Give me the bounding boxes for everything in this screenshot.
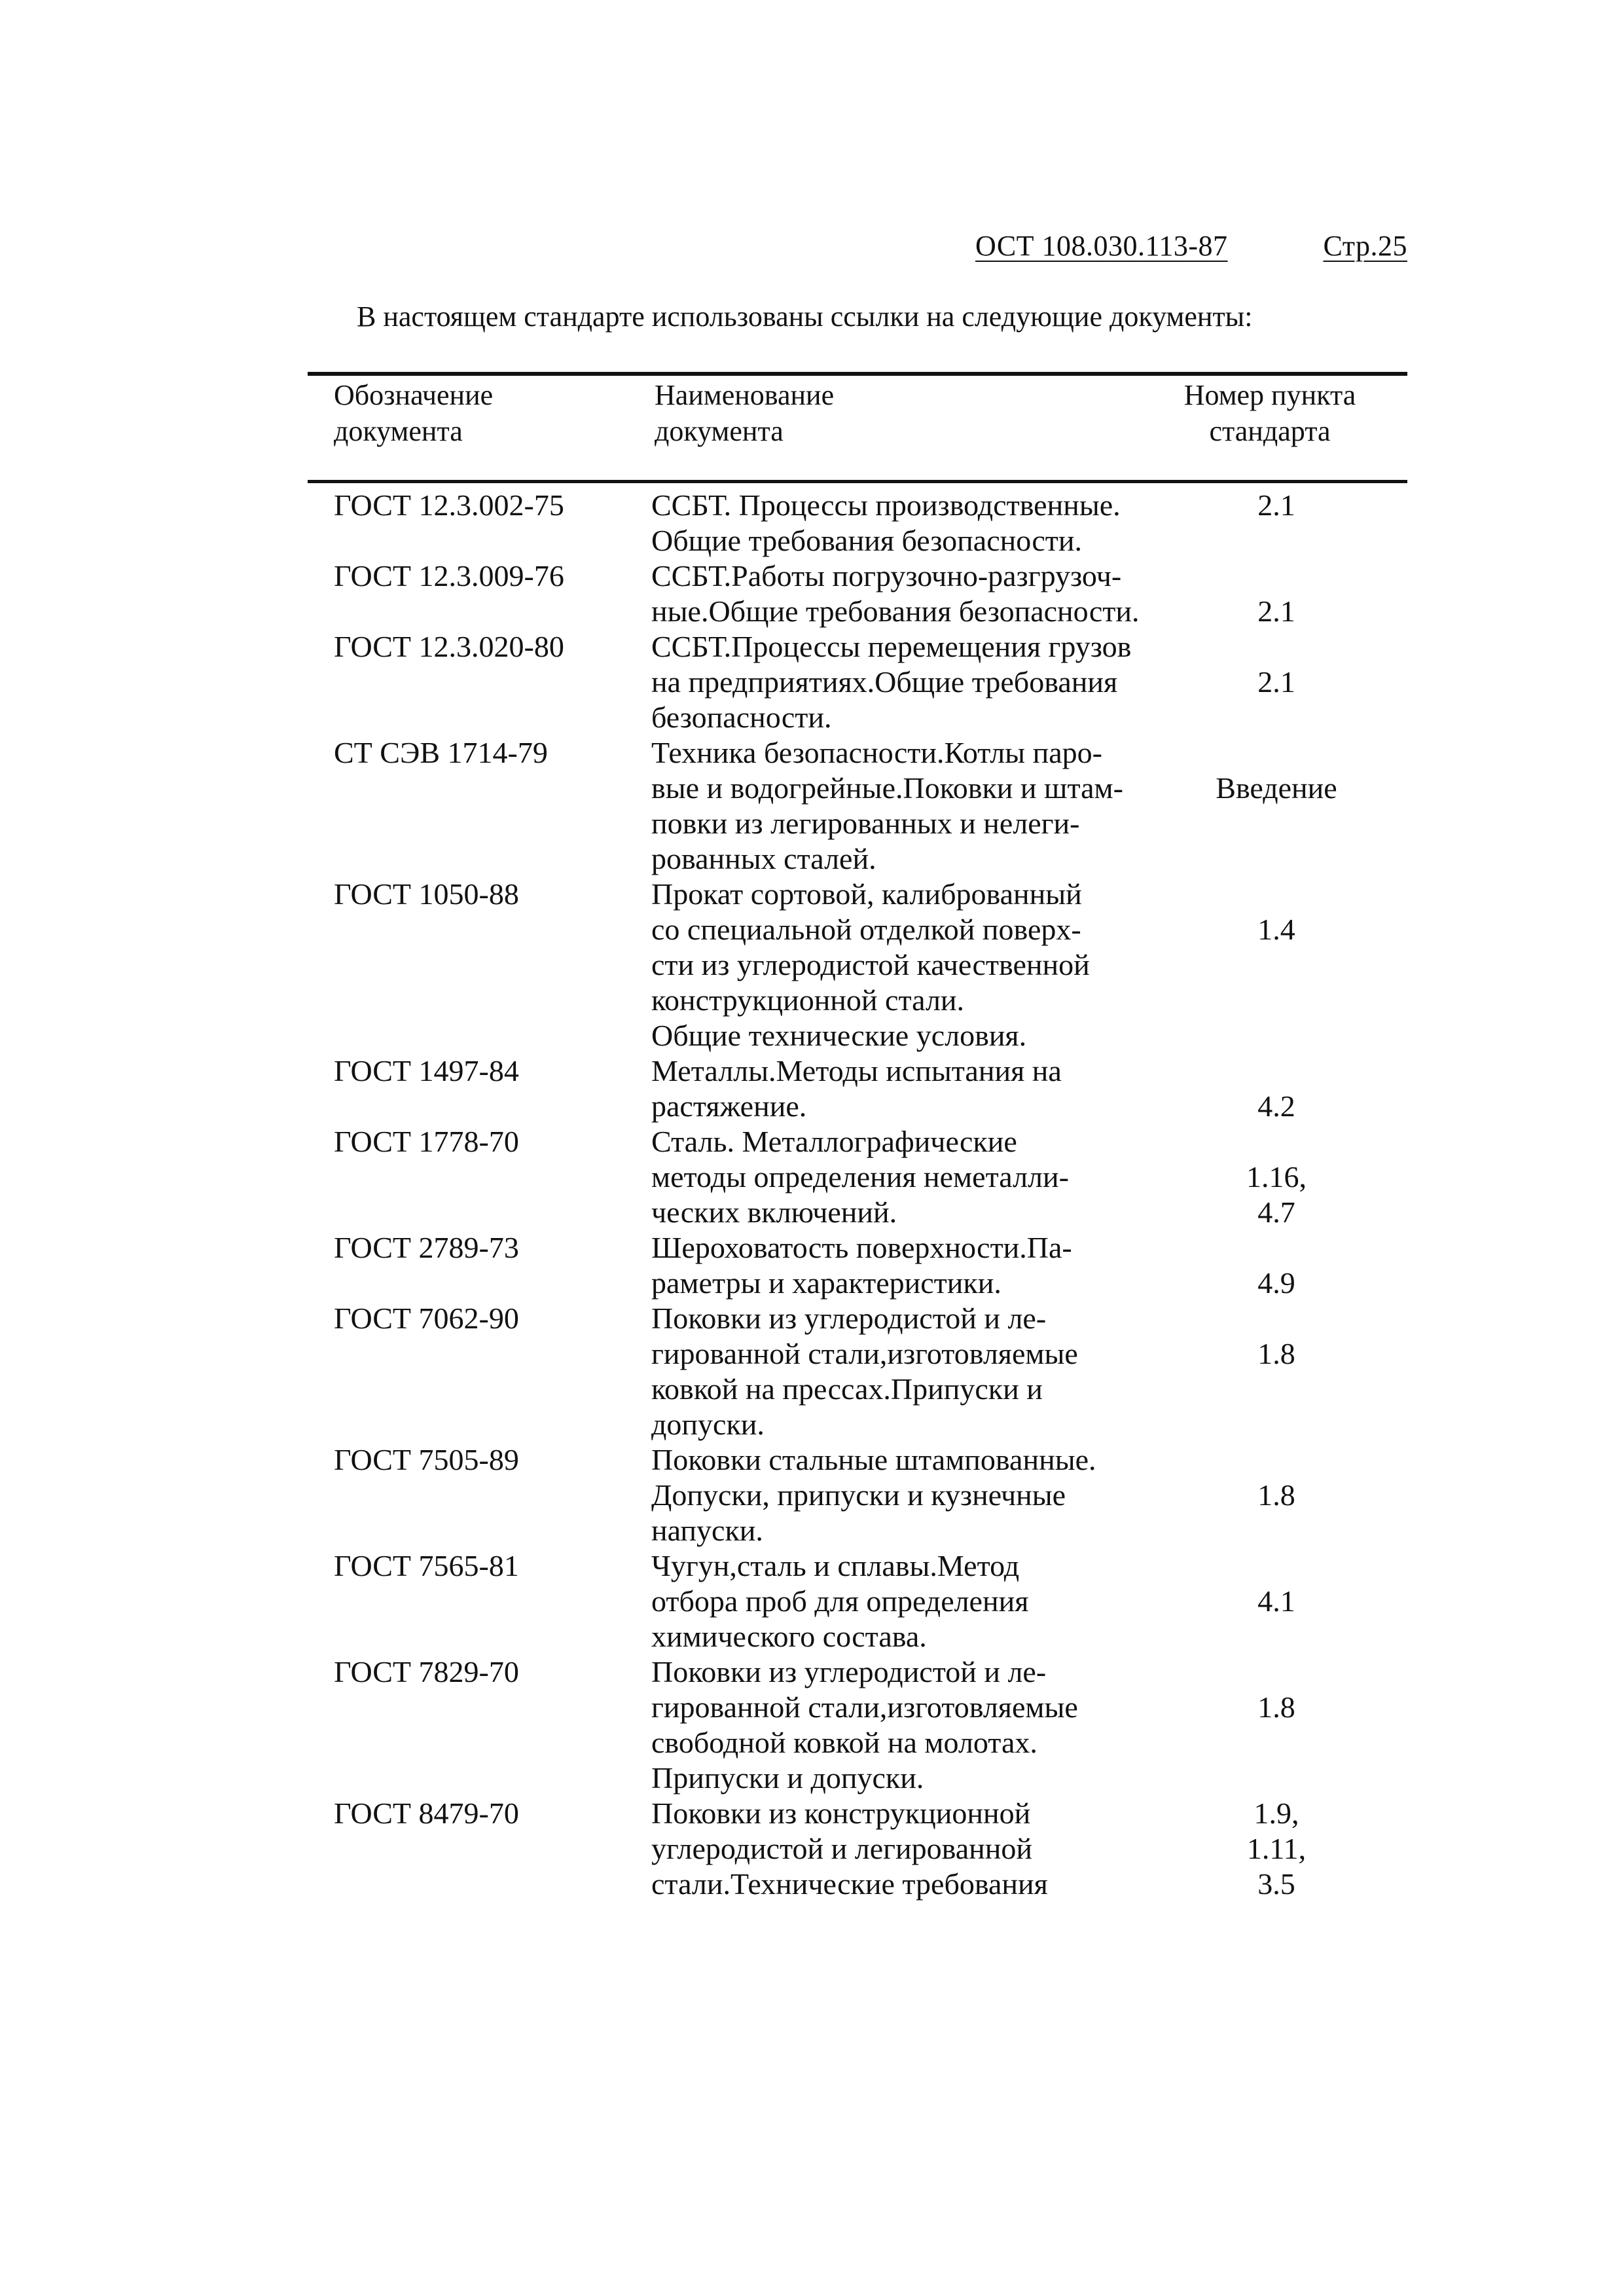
document-name-line: Металлы.Методы испытания на <box>651 1054 1062 1087</box>
table-row <box>0 629 1624 735</box>
table-row <box>0 1230 1624 1301</box>
column-header-name: Наименование документа <box>655 379 835 447</box>
clause-number-line: 1.4 <box>1257 913 1295 946</box>
document-name-line: Допуски, припуски и кузнечные <box>651 1478 1066 1512</box>
clause-number <box>1146 665 1407 700</box>
document-name <box>651 1442 1162 1548</box>
clause-number <box>1146 1584 1407 1619</box>
document-name-line: Общие технические условия. <box>651 1019 1027 1052</box>
document-name-line: ССБТ.Работы погрузочно-разгрузоч- <box>651 559 1122 592</box>
document-name-line: конструкционной стали. <box>651 983 965 1017</box>
clause-number <box>1146 488 1407 523</box>
table-row <box>0 488 1624 558</box>
document-code: ГОСТ 12.3.020-80 <box>334 630 564 663</box>
page-number: Стр.25 <box>1323 230 1407 262</box>
document-name-line: углеродистой и легированной <box>651 1832 1032 1865</box>
clause-number-line: 4.1 <box>1257 1584 1295 1618</box>
document-code: ГОСТ 7062-90 <box>334 1302 519 1335</box>
clause-number <box>1146 1336 1407 1372</box>
document-name-line: Чугун,сталь и сплавы.Метод <box>651 1549 1020 1582</box>
page-header <box>975 229 1407 268</box>
document-name <box>651 629 1162 735</box>
document-name-line: Поковки из углеродистой и ле- <box>651 1302 1047 1335</box>
clause-number-line: 4.7 <box>1257 1195 1295 1229</box>
document-code: ГОСТ 1050-88 <box>334 877 519 911</box>
document-name <box>651 1053 1162 1124</box>
document-name-line: Шероховатость поверхности.Па- <box>651 1231 1072 1264</box>
document-name <box>651 1796 1162 1902</box>
table-top-rule <box>308 372 1407 376</box>
document-code: ГОСТ 7565-81 <box>334 1549 519 1582</box>
clause-number-line: Введение <box>1216 771 1337 805</box>
document-name-line: растяжение. <box>651 1089 807 1123</box>
standard-number: ОСТ 108.030.113-87 <box>975 230 1228 262</box>
document-code: ГОСТ 2789-73 <box>334 1231 519 1264</box>
document-code: ГОСТ 1497-84 <box>334 1054 519 1087</box>
column-header-number: Номер пункта стандарта <box>1183 379 1356 447</box>
document-name-line: Техника безопасности.Котлы паро- <box>651 736 1102 769</box>
document-name-line: стали.Технические требования <box>651 1867 1048 1901</box>
document-code: ГОСТ 7829-70 <box>334 1655 519 1688</box>
intro-text: В настоящем стандарте использованы ссылки на следующие документы: <box>357 301 1253 333</box>
document-name-line: Прокат сортовой, калиброванный <box>651 877 1082 911</box>
document-name-line: свободной ковкой на молотах. <box>651 1726 1038 1759</box>
document-code: ГОСТ 1778-70 <box>334 1125 519 1158</box>
table-row <box>0 1548 1624 1654</box>
clause-number-line: 1.8 <box>1257 1690 1295 1724</box>
document-name <box>651 558 1162 629</box>
document-name-line: со специальной отделкой поверх- <box>651 913 1081 946</box>
column-header-code: Обозначение документа <box>334 379 494 447</box>
clause-number-line: 4.2 <box>1257 1089 1295 1123</box>
table-header-rule <box>308 480 1407 483</box>
document-name-line: Поковки из конструкционной <box>651 1796 1031 1830</box>
clause-number <box>1146 1690 1407 1725</box>
clause-number-line: 2.1 <box>1257 488 1295 522</box>
clause-number <box>1146 771 1407 806</box>
table-row <box>0 1053 1624 1124</box>
document-code: ГОСТ 12.3.002-75 <box>334 488 564 522</box>
document-code: ГОСТ 12.3.009-76 <box>334 559 564 592</box>
document-name-line: вые и водогрейные.Поковки и штам- <box>651 771 1123 805</box>
document-code: СТ СЭВ 1714-79 <box>334 736 548 769</box>
document-name-line: отбора проб для определения <box>651 1584 1029 1618</box>
document-name <box>651 488 1162 558</box>
clause-number-line: 1.11, <box>1246 1832 1307 1865</box>
table-body <box>0 488 1624 1902</box>
document-name <box>651 1301 1162 1442</box>
document-name-line: напуски. <box>651 1514 763 1547</box>
document-name-line: Поковки из углеродистой и ле- <box>651 1655 1047 1688</box>
document-name-line: ССБТ.Процессы перемещения грузов <box>651 630 1132 663</box>
document-name-line: Припуски и допуски. <box>651 1761 924 1795</box>
document-code: ГОСТ 8479-70 <box>334 1796 519 1830</box>
table-row <box>0 877 1624 1053</box>
clause-number <box>1146 912 1407 947</box>
clause-number <box>1146 1089 1407 1124</box>
table-row <box>0 1124 1624 1230</box>
document-name-line: методы определения неметалли- <box>651 1160 1069 1194</box>
document-name-line: гированной стали,изготовляемые <box>651 1337 1078 1370</box>
document-name <box>651 1124 1162 1230</box>
document-name-line: гированной стали,изготовляемые <box>651 1690 1078 1724</box>
document-name <box>651 1548 1162 1654</box>
document-name-line: раметры и характеристики. <box>651 1266 1001 1300</box>
document-code: ГОСТ 7505-89 <box>334 1443 519 1476</box>
document-name <box>651 1230 1162 1301</box>
document-name-line: Общие требования безопасности. <box>651 524 1083 557</box>
document-name <box>651 1654 1162 1796</box>
document-name <box>651 735 1162 877</box>
clause-number-line: 2.1 <box>1257 594 1295 628</box>
document-name-line: безопасности. <box>651 701 832 734</box>
clause-number-line: 1.8 <box>1257 1478 1295 1512</box>
document-name-line: химического состава. <box>651 1620 927 1653</box>
clause-number-line: 1.16, <box>1246 1160 1307 1194</box>
document-name-line: сти из углеродистой качественной <box>651 948 1090 981</box>
document-name-line: ССБТ. Процессы производственные. <box>651 488 1121 522</box>
clause-number-line: 1.9, <box>1254 1796 1299 1830</box>
clause-number <box>1146 1796 1407 1902</box>
document-name-line: рованных сталей. <box>651 842 876 875</box>
clause-number-line: 1.8 <box>1257 1337 1295 1370</box>
clause-number-line: 4.9 <box>1257 1266 1295 1300</box>
clause-number <box>1146 1266 1407 1301</box>
table-row <box>0 558 1624 629</box>
document-name-line: повки из легированных и нелеги- <box>651 807 1080 840</box>
clause-number <box>1146 1159 1407 1230</box>
document-name-line: ковкой на прессах.Припуски и <box>651 1372 1043 1406</box>
clause-number-line: 3.5 <box>1257 1867 1295 1901</box>
document-name-line: ческих включений. <box>651 1195 897 1229</box>
table-row <box>0 1301 1624 1442</box>
document-name-line: ные.Общие требования безопасности. <box>651 594 1140 628</box>
document-name <box>651 877 1162 1053</box>
table-row <box>0 1442 1624 1548</box>
document-name-line: допуски. <box>651 1408 765 1441</box>
table-row <box>0 1796 1624 1902</box>
clause-number <box>1146 1478 1407 1513</box>
document-name-line: Сталь. Металлографические <box>651 1125 1017 1158</box>
clause-number-line: 2.1 <box>1257 665 1295 699</box>
table-row <box>0 1654 1624 1796</box>
table-row <box>0 735 1624 877</box>
clause-number <box>1146 594 1407 629</box>
document-name-line: Поковки стальные штампованные. <box>651 1443 1096 1476</box>
document-name-line: на предприятиях.Общие требования <box>651 665 1118 699</box>
